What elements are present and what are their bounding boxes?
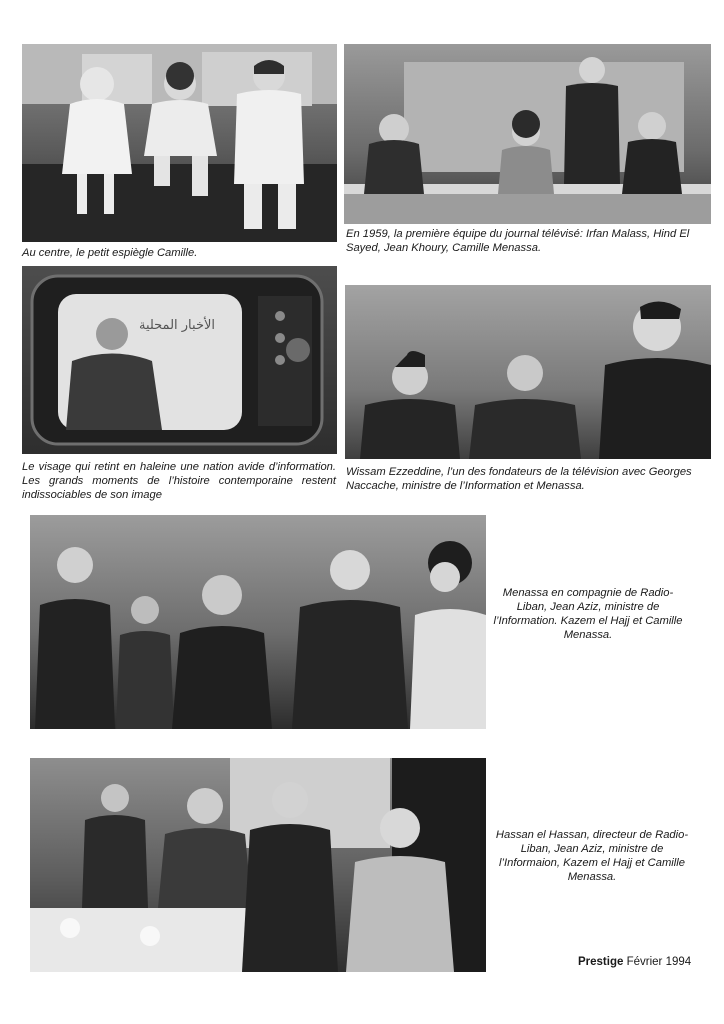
caption-banquet: Hassan el Hassan, directeur de Radio-Liban, Jean Aziz, ministre de l’Informaion, Kazem el Hajj et Camille Menassa. (495, 829, 689, 883)
caption-children: Au centre, le petit espiègle Camille. (22, 247, 198, 259)
issue-date: Février 1994 (626, 956, 692, 968)
caption-drinking: Wissam Ezzeddine, l’un des fondateurs de la télévision avec Georges Naccache, ministre de l’Information et Menassa. (346, 466, 692, 492)
photo-children-art (22, 44, 337, 242)
caption-radio-liban: Menassa en compagnie de Radio-Liban, Jean Aziz, ministre de l’Information. Kazem el Hajj et Camille Menassa. (493, 587, 683, 641)
photo-banquet-art (30, 758, 486, 972)
magazine-footer (578, 956, 691, 968)
photo-banquet (30, 758, 486, 972)
photo-tv-set-art (22, 266, 337, 454)
photo-children (22, 44, 337, 242)
caption-tv-set: Le visage qui retint en haleine une nation avide d’information. Les grands moments de l’histoire contemporaine restent indissociables de son image (22, 461, 336, 501)
photo-drinking-men-art (345, 285, 711, 459)
photo-drinking-men (345, 285, 711, 459)
photo-news-team-art (344, 44, 711, 224)
photo-news-team (344, 44, 711, 224)
caption-news-team: En 1959, la première équipe du journal télévisé: Irfan Malass, Hind El Sayed, Jean Khoury, Camille Menassa. (346, 228, 690, 254)
photo-radio-liban (30, 515, 486, 729)
magazine-brand: Prestige (578, 956, 624, 968)
tv-screen-arabic-text: الأخبار المحلية (138, 318, 216, 333)
photo-tv-set (22, 266, 337, 454)
photo-radio-liban-art (30, 515, 486, 729)
